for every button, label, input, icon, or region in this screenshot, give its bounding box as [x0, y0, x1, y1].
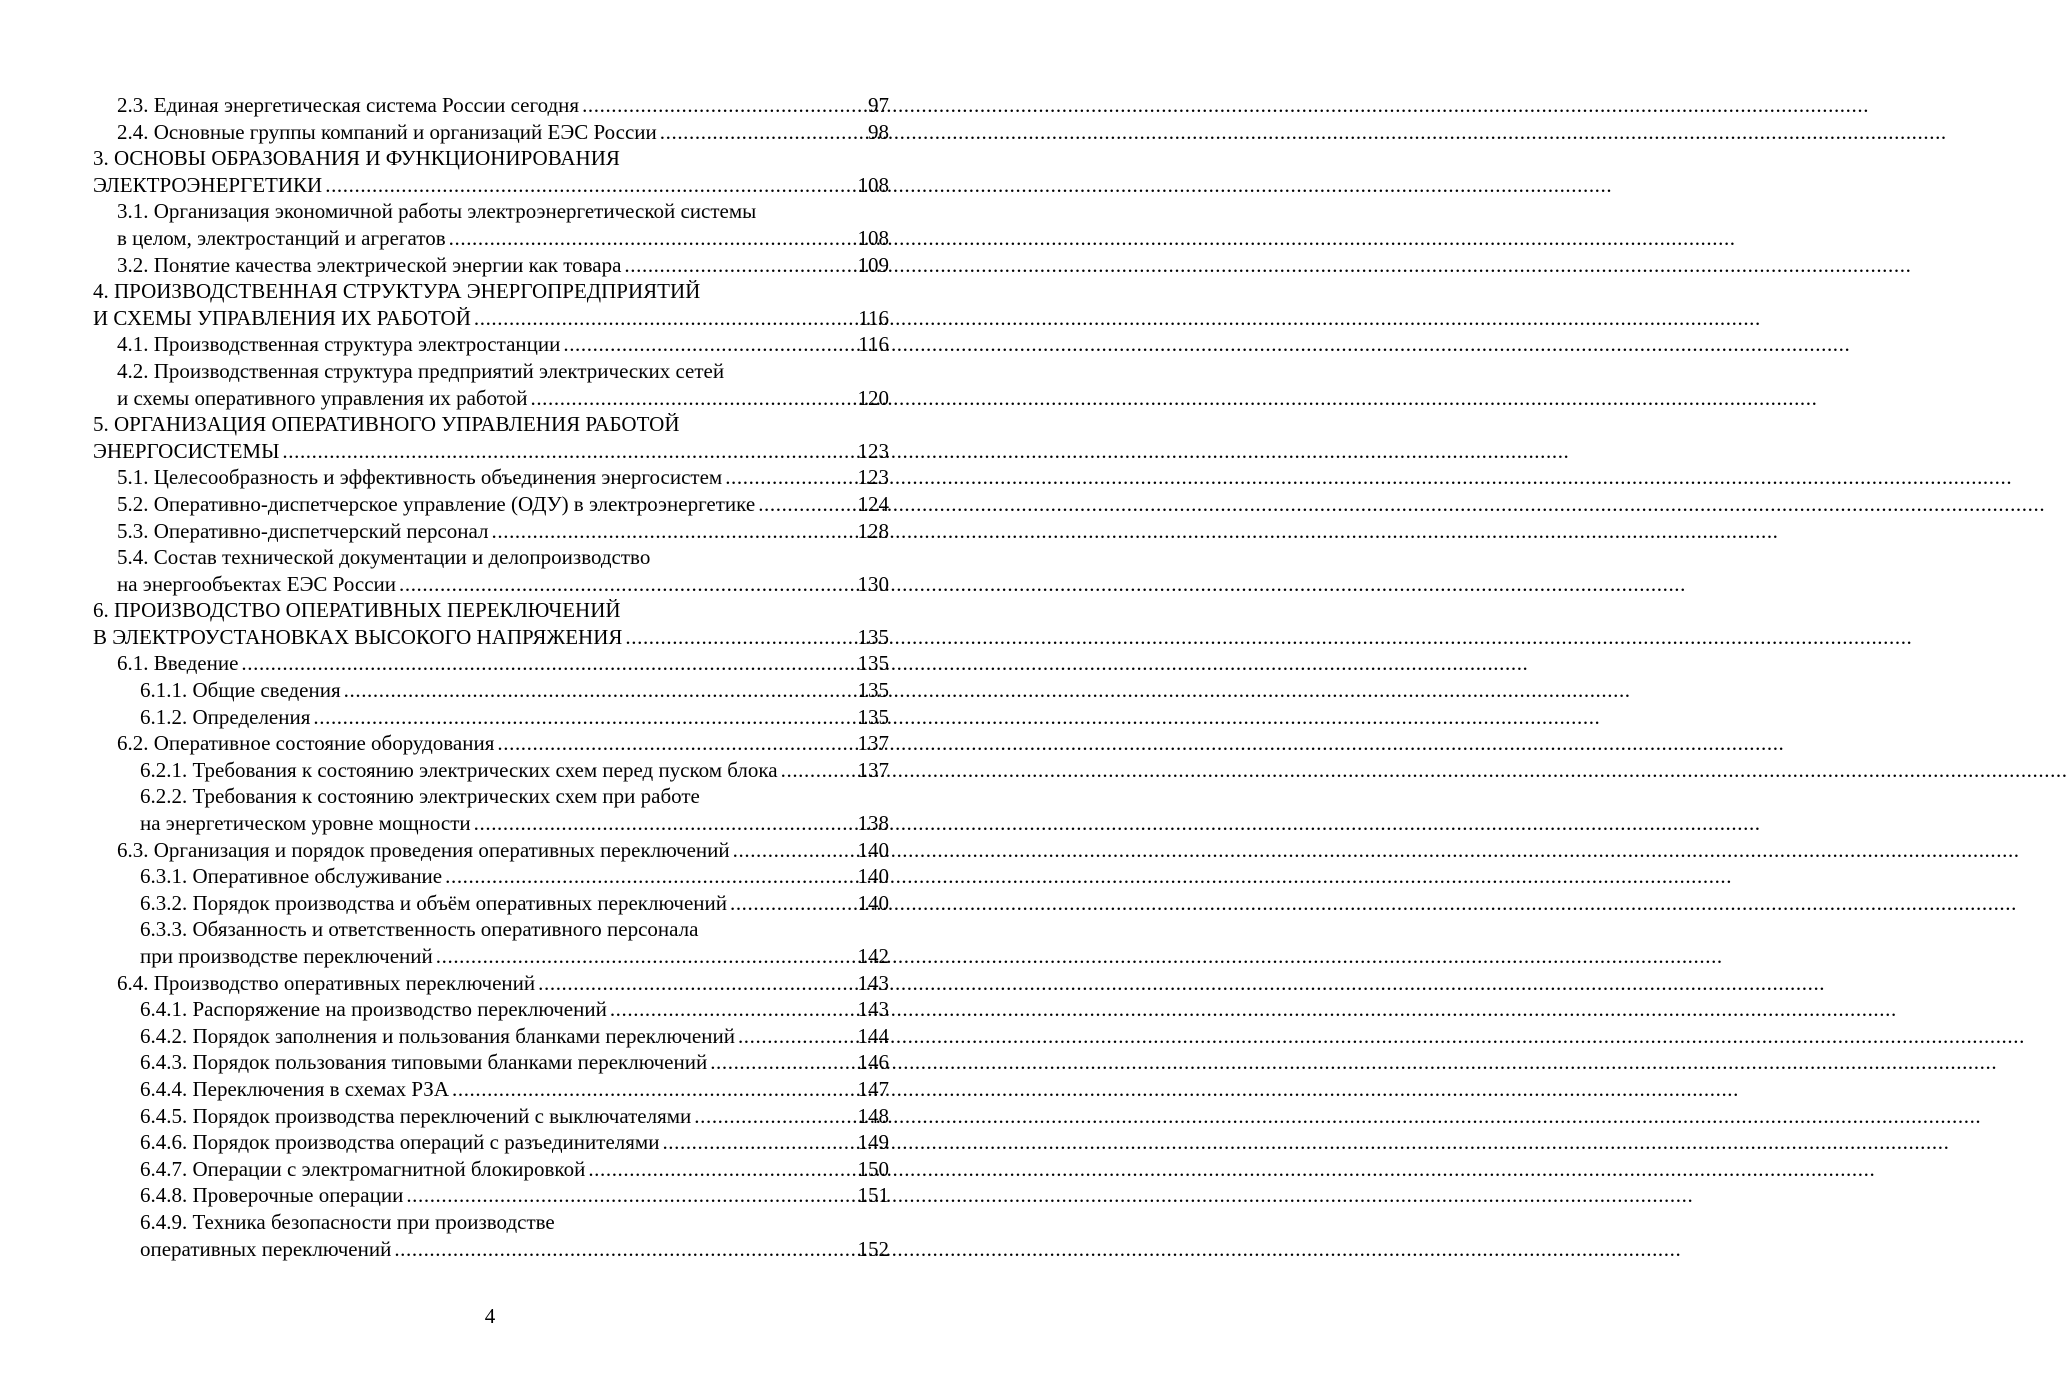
toc-entry-page: 146	[857, 1050, 889, 1075]
toc-entry[interactable]	[93, 331, 889, 358]
page-number: 4	[484, 1304, 496, 1328]
dot-leader	[452, 1076, 855, 1103]
toc-entry-page: 108	[857, 225, 889, 250]
toc-entry-title-continued: на энергетическом уровне мощности	[140, 811, 471, 836]
toc-entry-page: 149	[857, 1130, 889, 1155]
toc-entry-page: 135	[857, 651, 889, 676]
toc-entry-page: 123	[857, 438, 889, 463]
dot-leader	[530, 385, 854, 412]
toc-entry[interactable]	[93, 837, 889, 864]
toc-entry-title: 5. ОРГАНИЗАЦИЯ ОПЕРАТИВНОГО УПРАВЛЕНИЯ РАБОТОЙ	[93, 412, 680, 437]
toc-entry-title: 6.4.1. Распоряжение на производство переключений	[140, 997, 607, 1022]
toc-entry[interactable]	[93, 704, 889, 731]
toc-entry[interactable]	[93, 544, 889, 597]
toc-entry-title: 6.2.1. Требования к состоянию электрических схем перед пуском блока	[140, 757, 778, 782]
toc-entry-page: 147	[857, 1076, 889, 1101]
toc-entry-page: 137	[857, 757, 889, 782]
toc-entry[interactable]	[93, 491, 889, 518]
dot-leader	[694, 1103, 854, 1130]
toc-entry[interactable]	[93, 119, 889, 146]
toc-entry-title: 5.1. Целесообразность и эффективность объединения энергосистем	[117, 465, 723, 490]
toc-entry-page: 116	[858, 305, 889, 330]
dot-leader	[241, 650, 854, 677]
dot-leader	[610, 996, 855, 1023]
toc-entry-page: 140	[857, 864, 889, 889]
toc-entry-page: 140	[857, 837, 889, 862]
dot-leader	[497, 730, 854, 757]
toc-entry-title-continued: в целом, электростанций и агрегатов	[117, 225, 446, 250]
toc-entry[interactable]	[93, 198, 889, 251]
toc-entry[interactable]	[93, 970, 889, 997]
toc-entry-title-continued: при производстве переключений	[140, 944, 433, 968]
table-of-contents	[93, 92, 889, 1262]
dot-leader	[282, 438, 854, 465]
toc-entry-page: 109	[857, 252, 889, 277]
toc-entry-title: 5.2. Оперативно-диспетчерское управление (ОДУ) в электроэнергетике	[117, 491, 756, 516]
toc-entry-title: 6.4.5. Порядок производства переключений с выключателями	[140, 1103, 692, 1128]
toc-entry[interactable]	[93, 597, 889, 650]
dot-leader	[344, 677, 855, 704]
toc-entry[interactable]	[93, 1156, 889, 1183]
toc-entry-page: 150	[857, 1156, 889, 1181]
toc-entry-title: 5.4. Состав технической документации и делопроизводство	[117, 545, 651, 570]
toc-entry-title: 4.2. Производственная структура предприятий электрических сетей	[117, 358, 725, 383]
dot-leader	[492, 518, 855, 545]
toc-entry-page: 151	[857, 1183, 889, 1208]
toc-entry[interactable]	[93, 890, 889, 917]
toc-entry-title-continued: и схемы оперативного управления их работой	[117, 385, 528, 410]
dot-leader	[474, 305, 855, 332]
toc-entry-title: 6.4.4. Переключения в схемах РЗА	[140, 1076, 449, 1101]
toc-entry-title: 2.3. Единая энергетическая система России сегодня	[117, 93, 580, 117]
toc-entry-page: 135	[857, 624, 889, 649]
toc-entry-page: 142	[857, 944, 889, 968]
dot-leader	[730, 890, 855, 917]
toc-entry-title: 6.3.3. Обязанность и ответственность оперативного персонала	[140, 917, 699, 942]
toc-entry-title: 6.1. Введение	[117, 651, 239, 676]
dot-leader	[738, 1023, 855, 1050]
toc-entry-title: 3. ОСНОВЫ ОБРАЗОВАНИЯ И ФУНКЦИОНИРОВАНИЯ	[93, 146, 620, 171]
toc-entry-title: 6.1.1. Общие сведения	[140, 678, 341, 703]
toc-entry-page: 98	[868, 119, 889, 144]
toc-entry[interactable]	[93, 358, 889, 411]
dot-leader	[394, 1236, 854, 1263]
toc-entry-page: 143	[857, 970, 889, 995]
toc-entry[interactable]	[93, 1182, 889, 1209]
toc-entry[interactable]	[93, 1076, 889, 1103]
toc-entry-page: 152	[857, 1236, 889, 1261]
toc-entry-page: 116	[858, 332, 889, 357]
dot-leader	[662, 1129, 854, 1156]
toc-entry-title: 6.4.6. Порядок производства операций с разъединителями	[140, 1130, 660, 1155]
dot-leader	[325, 172, 854, 199]
toc-entry-title: 6.2. Оперативное состояние оборудования	[117, 731, 495, 756]
dot-leader	[474, 810, 855, 837]
toc-entry[interactable]	[93, 1049, 889, 1076]
toc-entry[interactable]	[93, 1129, 889, 1156]
toc-entry-page: 120	[857, 385, 889, 410]
toc-entry-page: 143	[857, 997, 889, 1022]
toc-entry-page: 123	[857, 465, 889, 490]
toc-entry[interactable]	[93, 1209, 889, 1262]
toc-entry-title-continued: И СХЕМЫ УПРАВЛЕНИЯ ИХ РАБОТОЙ	[93, 305, 471, 330]
toc-entry-title: 4. ПРОИЗВОДСТВЕННАЯ СТРУКТУРА ЭНЕРГОПРЕДПРИЯТИЙ	[93, 279, 701, 304]
toc-entry-page: 137	[857, 731, 889, 756]
toc-entry[interactable]	[93, 650, 889, 677]
toc-entry[interactable]	[93, 757, 889, 784]
toc-entry-page: 97	[868, 93, 889, 117]
toc-entry-title: 6.4.2. Порядок заполнения и пользования бланками переключений	[140, 1023, 735, 1048]
toc-entry-title: 6.4.9. Техника безопасности при производстве	[140, 1209, 555, 1234]
toc-entry-title: 6.1.2. Определения	[140, 704, 311, 729]
toc-entry-page: 108	[857, 172, 889, 197]
dot-leader	[563, 331, 855, 358]
toc-entry-page: 135	[857, 678, 889, 703]
toc-entry[interactable]	[93, 518, 889, 545]
dot-leader	[449, 225, 855, 252]
toc-entry[interactable]	[93, 916, 889, 969]
toc-entry[interactable]	[93, 730, 889, 757]
toc-entry-page: 128	[857, 518, 889, 543]
toc-entry-title: 6.4.3. Порядок пользования типовыми бланками переключений	[140, 1050, 708, 1075]
toc-entry-title: 5.3. Оперативно-диспетчерский персонал	[117, 518, 489, 543]
dot-leader	[781, 757, 855, 784]
toc-entry[interactable]	[93, 677, 889, 704]
toc-entry-title: 3.1. Организация экономичной работы электроэнергетической системы	[117, 199, 757, 224]
toc-entry-page: 130	[857, 571, 889, 596]
dot-leader	[660, 119, 858, 146]
dot-leader	[399, 571, 855, 598]
dot-leader	[406, 1182, 854, 1209]
toc-entry-title: 6.4.7. Операции с электромагнитной блокировкой	[140, 1156, 586, 1181]
dot-leader	[710, 1049, 854, 1076]
dot-leader	[625, 624, 854, 651]
dot-leader	[588, 1156, 854, 1183]
toc-entry-page: 140	[857, 890, 889, 915]
toc-entry[interactable]	[93, 783, 889, 836]
toc-entry[interactable]	[93, 252, 889, 279]
toc-entry-page: 138	[857, 811, 889, 836]
toc-entry[interactable]	[93, 145, 889, 198]
toc-entry-title-continued: ЭЛЕКТРОЭНЕРГЕТИКИ	[93, 172, 323, 197]
toc-entry-title: 6.4.8. Проверочные операции	[140, 1183, 404, 1208]
dot-leader	[436, 943, 855, 970]
dot-leader	[725, 464, 854, 491]
toc-entry-page: 144	[857, 1023, 889, 1048]
dot-leader	[538, 970, 854, 997]
toc-entry-title: 4.1. Производственная структура электростанции	[117, 332, 561, 357]
toc-entry-title-continued: В ЭЛЕКТРОУСТАНОВКАХ ВЫСОКОГО НАПРЯЖЕНИЯ	[93, 624, 623, 649]
dot-leader	[582, 92, 858, 119]
toc-entry[interactable]	[93, 92, 889, 119]
toc-entry-title: 6.3. Организация и порядок проведения оперативных переключений	[117, 837, 730, 862]
toc-entry-title-continued: на энергообъектах ЕЭС России	[117, 571, 396, 596]
toc-entry[interactable]	[93, 278, 889, 331]
toc-entry-title: 6.2.2. Требования к состоянию электрических схем при работе	[140, 784, 700, 809]
toc-entry-page: 135	[857, 704, 889, 729]
toc-entry[interactable]	[93, 1023, 889, 1050]
toc-entry[interactable]	[93, 411, 889, 464]
toc-entry-title: 6.4. Производство оперативных переключений	[117, 970, 536, 995]
toc-entry[interactable]	[93, 464, 889, 491]
toc-entry-title-continued: ЭНЕРГОСИСТЕМЫ	[93, 438, 280, 463]
toc-entry-title: 6. ПРОИЗВОДСТВО ОПЕРАТИВНЫХ ПЕРЕКЛЮЧЕНИЙ	[93, 598, 621, 623]
toc-entry-page: 124	[857, 491, 889, 516]
toc-entry[interactable]	[93, 863, 889, 890]
toc-entry-title: 6.3.1. Оперативное обслуживание	[140, 864, 443, 889]
dot-leader	[758, 491, 854, 518]
dot-leader	[313, 704, 854, 731]
dot-leader	[733, 837, 855, 864]
toc-entry[interactable]	[93, 996, 889, 1023]
toc-entry-title: 6.3.2. Порядок производства и объём оперативных переключений	[140, 890, 727, 915]
dot-leader	[445, 863, 854, 890]
toc-entry-title: 2.4. Основные группы компаний и организаций ЕЭС России	[117, 119, 657, 144]
toc-entry-title-continued: оперативных переключений	[140, 1236, 392, 1261]
toc-entry-title: 3.2. Понятие качества электрической энергии как товара	[117, 252, 622, 277]
toc-entry-page: 148	[857, 1103, 889, 1128]
dot-leader	[624, 252, 854, 279]
toc-entry[interactable]	[93, 1103, 889, 1130]
